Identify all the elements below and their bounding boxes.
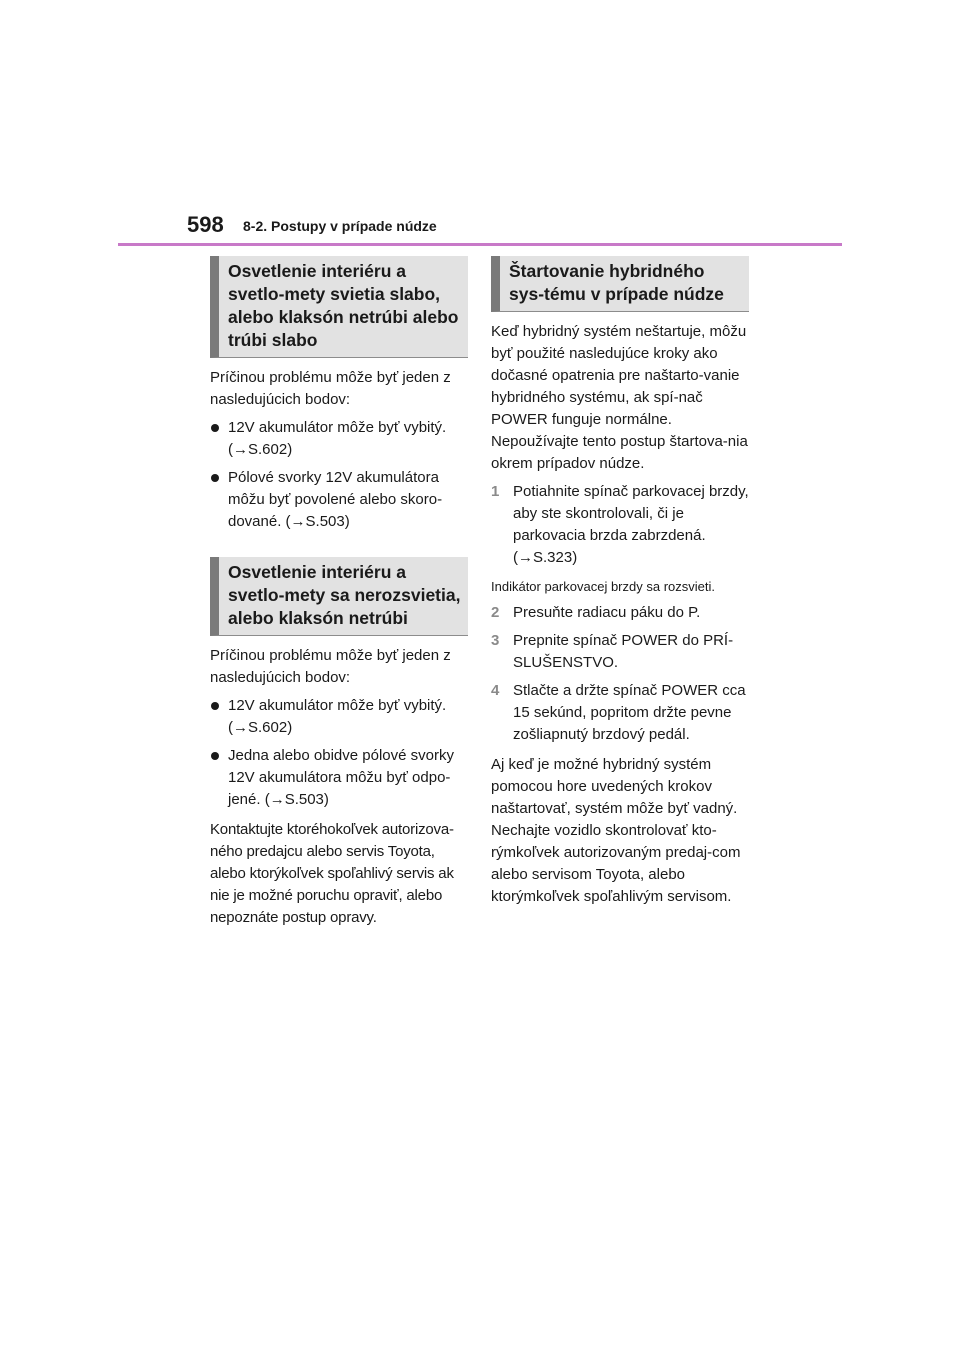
emergency-start-outro: Aj keď je možné hybridný systém pomocou hore uvedených krokov naštartovať, systém môže byť vadný. Nechajte vozidlo skontrolovať kto-rýmkoľvek autorizovaným predaj-com alebo servisom Toyota, alebo ktorýmkoľvek spoľahlivým servisom. xyxy=(491,756,741,905)
step-text: Potiahnite spínač parkovacej brzdy, aby ste skontrolovali, či je parkovacia brzda zabrzdená. (→S.323) xyxy=(513,483,749,566)
step-number: 2 xyxy=(491,604,500,621)
bullet-item xyxy=(210,695,468,739)
section1-intro: Príčinou problému môže byť jeden z nasledujúcich bodov: xyxy=(210,369,451,408)
section-label: 8-2. Postupy v prípade núdze xyxy=(243,218,437,234)
bullet-dot-icon xyxy=(211,752,219,760)
section-heading-emergency-start: Štartovanie hybridného sys-tému v prípade núdze xyxy=(491,256,749,312)
step-text: Prepnite spínač POWER do PRÍ-SLUŠENSTVO. xyxy=(513,632,734,671)
step-number: 3 xyxy=(491,632,500,649)
step-item xyxy=(491,481,749,569)
header-rule xyxy=(118,243,842,246)
step1-note: Indikátor parkovacej brzdy sa rozsvieti. xyxy=(491,579,715,594)
section-heading-no-lights: Osvetlenie interiéru a svetlo-mety sa nerozsvietia, alebo klaksón netrúbi xyxy=(210,557,468,636)
section2-intro: Príčinou problému môže byť jeden z nasledujúcich bodov: xyxy=(210,647,451,686)
page-number: 598 xyxy=(187,212,224,237)
step-item xyxy=(491,602,749,624)
section2-note: Kontaktujte ktoréhokoľvek autorizova-ného predajcu alebo servis Toyota, alebo ktorýkoľvek spoľahlivý servis ak nie je možné poruchu opraviť, alebo nepoznáte postup opravy. xyxy=(210,821,454,926)
emergency-start-intro: Keď hybridný systém neštartuje, môžu byť použité nasledujúce kroky ako dočasné opatrenia pre naštarto-vanie hybridného systému, ak spí-nač POWER funguje normálne. Nepoužívajte tento postup štartova-nia okrem prípadov núdze. xyxy=(491,323,748,472)
bullet-dot-icon xyxy=(211,474,219,482)
step-text: Presuňte radiacu páku do P. xyxy=(513,604,701,621)
step-text: Stlačte a držte spínač POWER cca 15 sekúnd, popritom držte pevne zošliapnutý brzdový pedál. xyxy=(513,682,746,743)
step-item xyxy=(491,630,749,674)
bullet-dot-icon xyxy=(211,702,219,710)
section-heading-dim-lights: Osvetlenie interiéru a svetlo-mety svietia slabo, alebo klaksón netrúbi alebo trúbi slabo xyxy=(210,256,468,358)
bullet-text: 12V akumulátor môže byť vybitý. (→S.602) xyxy=(228,697,447,736)
left-column xyxy=(210,256,468,929)
step-number: 4 xyxy=(491,682,500,699)
bullet-item xyxy=(210,467,468,533)
step-number: 1 xyxy=(491,483,500,500)
step-item xyxy=(491,680,749,746)
bullet-text: 12V akumulátor môže byť vybitý. (→S.602) xyxy=(228,419,447,458)
bullet-item xyxy=(210,745,468,811)
right-column xyxy=(491,256,749,908)
bullet-text: Jedna alebo obidve pólové svorky 12V akumulátora môžu byť odpo-jené. (→S.503) xyxy=(228,747,454,808)
bullet-text: Pólové svorky 12V akumulátora môžu byť povolené alebo skoro-dované. (→S.503) xyxy=(228,469,443,530)
bullet-item xyxy=(210,417,468,461)
bullet-dot-icon xyxy=(211,424,219,432)
